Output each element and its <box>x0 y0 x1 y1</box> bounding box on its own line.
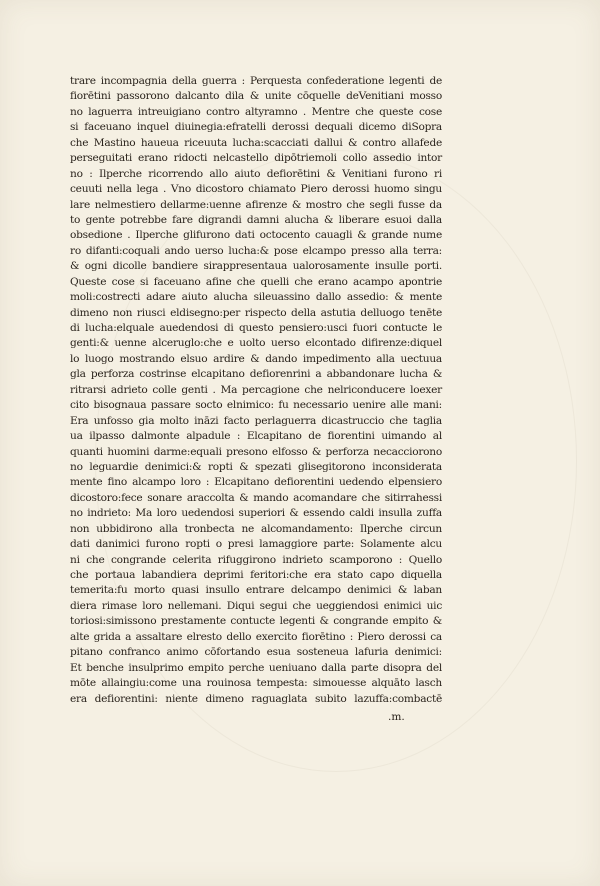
text-line: che Mastino haueua riceuuta lucha:scacciati dallui & contro allafede <box>70 136 442 149</box>
body-text <box>70 74 442 707</box>
text-line: no laguerra intreuigiano contro altyramno . Mentre che queste cose <box>70 105 442 118</box>
text-line: perseguitati erano ridocti nelcastello dipōtriemoli collo assedio intor <box>70 152 442 165</box>
text-line: non ubbidirono alla tronbecta ne alcomandamento: Ilperche circun <box>70 522 442 535</box>
text-line: gla perforza costrinse elcapitano defiorenrini a abbandonare lucha & <box>70 368 442 381</box>
text-line: dimeno non riusci eldisegno:per rispecto della astutia delluogo tenēte <box>70 306 442 319</box>
text-line: Era unfosso gia molto ināzi facto perlaguerra dicastruccio che taglia <box>70 414 442 427</box>
text-line: trare incompagnia della guerra : Perquesta confederatione legenti de <box>70 75 442 87</box>
text-line: diera rimase loro nellemani. Diqui segui che ueggiendosi enimici uic <box>70 599 442 612</box>
text-line: dicostoro:fece sonare araccolta & mando acomandare che sitirrahessi <box>70 491 442 504</box>
text-line: genti:& uenne alceruglo:che e uolto uerso elcontado difirenze:diquel <box>70 337 442 350</box>
text-line: toriosi:simissono prestamente contucte legenti & congrande empito & <box>70 615 442 628</box>
text-line: si faceuano inquel diuinegia:efratelli derossi dequali dicemo diSopra <box>70 121 442 134</box>
text-line: alte grida a assaltare elresto dello exercito fiorētino : Piero derossi ca <box>70 630 442 643</box>
signature-mark: .m. <box>388 711 405 723</box>
text-line: dati danimici furono ropti o presi lamaggiore parte: Solamente alcu <box>70 538 442 551</box>
text-line: ni che congrande celerita rifuggirono indrieto scamporono : Quello <box>70 553 442 566</box>
text-line: quanti huomini darme:equali presono elfosso & perforza necacciorono <box>70 445 442 458</box>
text-line: mente fino alcampo loro : Elcapitano defiorentini uedendo elpensiero <box>70 476 442 489</box>
text-line: lo luogo mostrando elsuo ardire & dando impedimento alla uectuua <box>70 352 442 365</box>
text-line: ceuuti nella lega . Vno dicostoro chiamato Piero derossi huomo singu <box>70 183 442 196</box>
text-line: Queste cose si faceuano afine che quelli che erano acampo apontrie <box>70 275 442 288</box>
text-line: mōte allaingiu:come una rouinosa tempesta: simouesse alquāto lasch <box>70 677 442 690</box>
text-line: era defiorentini: niente dimeno raguaglata subito lazuffa:combactē <box>70 692 442 705</box>
text-line: cito bisognaua passare socto elnimico: fu necessario uenire alle mani: <box>70 399 442 412</box>
text-line: lare nelmestiero dellarme:uenne afirenze & mostro che segli fusse da <box>70 198 442 211</box>
text-line: ro difanti:coquali ando uerso lucha:& pose elcampo presso alla terra: <box>70 244 442 257</box>
text-line: che portaua labandiera deprimi feritori:che era stato capo diquella <box>70 569 442 581</box>
text-line: & ogni dicolle bandiere sirappresentaua ualorosamente insulle porti. <box>70 260 442 273</box>
text-line: no : Ilperche ricorrendo allo aiuto defiorētini & Venitiani furono ri <box>70 167 442 180</box>
text-line: fiorētini passorono dalcanto dila & unite cōquelle deVenitiani mosso <box>70 90 442 103</box>
text-line: temerita:fu morto quasi insullo entrare delcampo denimici & laban <box>70 584 442 597</box>
text-line: pitano confranco animo cōfortando esua sosteneua lafuria denimici: <box>70 646 442 659</box>
text-line: Et benche insulprimo empito perche ueniuano dalla parte disopra del <box>70 661 442 674</box>
text-line: ritrarsi adrieto colle genti . Ma percagione che nelriconducere loexer <box>70 383 442 396</box>
text-line: to gente potrebbe fare digrandi damni alucha & liberare esuoi dalla <box>70 213 442 226</box>
text-line: moli:costrecti adare aiuto alucha sileuassino dallo assedio: & mente <box>70 291 442 304</box>
text-line: ua ilpasso dalmonte alpadule : Elcapitano de fiorentini uimando al <box>70 430 442 443</box>
text-line: no indrieto: Ma loro uedendosi superiori & essendo caldi insulla zuffa <box>70 507 442 520</box>
text-line: no leguardie denimici:& ropti & spezati glisegitorono inconsiderata <box>70 460 442 473</box>
text-line: di lucha:elquale auedendosi di questo pensiero:usci fuori contucte le <box>70 322 442 334</box>
text-line: obsedione . Ilperche glifurono dati octocento cauagli & grande nume <box>70 229 442 242</box>
